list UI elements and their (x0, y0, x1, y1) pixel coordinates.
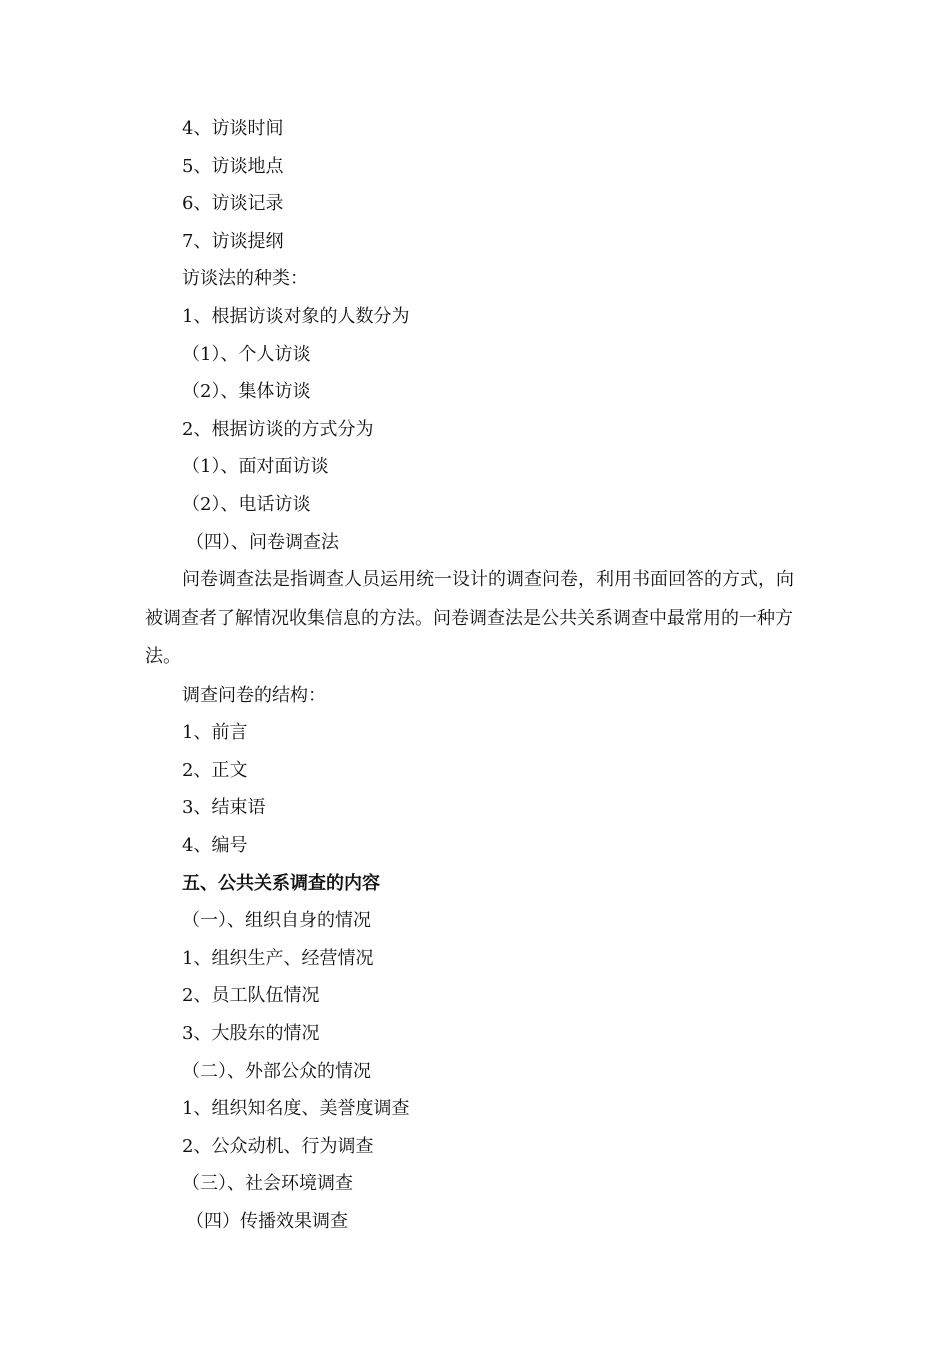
list-item-interview-time: 4、访谈时间 (182, 118, 284, 139)
list-item-interview-record: 6、访谈记录 (182, 193, 284, 215)
sub-item-group: （2）、集体访谈 (182, 381, 311, 403)
section-heading-survey-content: 五、公共关系调查的内容 (182, 872, 380, 894)
document-body (145, 110, 810, 1241)
section-label-questionnaire-structure: 调查问卷的结构： (182, 684, 326, 706)
list-item-by-method: 2、根据访谈的方式分为 (182, 418, 374, 440)
list-item-shareholders: 3、大股东的情况 (182, 1022, 320, 1044)
list-item-production: 1、组织生产、经营情况 (182, 947, 374, 969)
sub-heading-social-environment: （三）、社会环境调查 (182, 1173, 353, 1195)
list-item-numbering: 4、编号 (182, 835, 248, 856)
list-item-staff: 2、员工队伍情况 (182, 985, 320, 1007)
sub-item-telephone: （2）、电话访谈 (182, 493, 311, 515)
sub-heading-external-public: （二）、外部公众的情况 (182, 1060, 371, 1082)
sub-item-face-to-face: （1）、面对面访谈 (182, 456, 329, 478)
section-label-interview-types: 访谈法的种类： (182, 268, 308, 290)
list-item-body: 2、正文 (182, 759, 248, 781)
list-item-interview-place: 5、访谈地点 (182, 155, 284, 177)
sub-heading-organization-self: （一）、组织自身的情况 (182, 910, 371, 932)
list-item-preface: 1、前言 (182, 722, 248, 744)
list-item-public-behavior: 2、公众动机、行为调查 (182, 1135, 374, 1157)
sub-heading-communication-effect: （四）传播效果调查 (186, 1210, 348, 1232)
list-item-by-number: 1、根据访谈对象的人数分为 (182, 305, 410, 327)
sub-item-individual: （1）、个人访谈 (182, 343, 311, 365)
list-item-closing: 3、结束语 (182, 797, 266, 819)
paragraph-questionnaire-definition: 问卷调查法是指调查人员运用统一设计的调查问卷，利用书面回答的方式，向被调查者了解情况收集信息的方法。问卷调查法是公共关系调查中最常用的一种方法。 (145, 569, 794, 668)
heading-questionnaire-method: （四）、问卷调查法 (186, 531, 339, 553)
list-item-interview-outline: 7、访谈提纲 (182, 230, 284, 252)
list-item-reputation: 1、组织知名度、美誉度调查 (182, 1098, 410, 1120)
